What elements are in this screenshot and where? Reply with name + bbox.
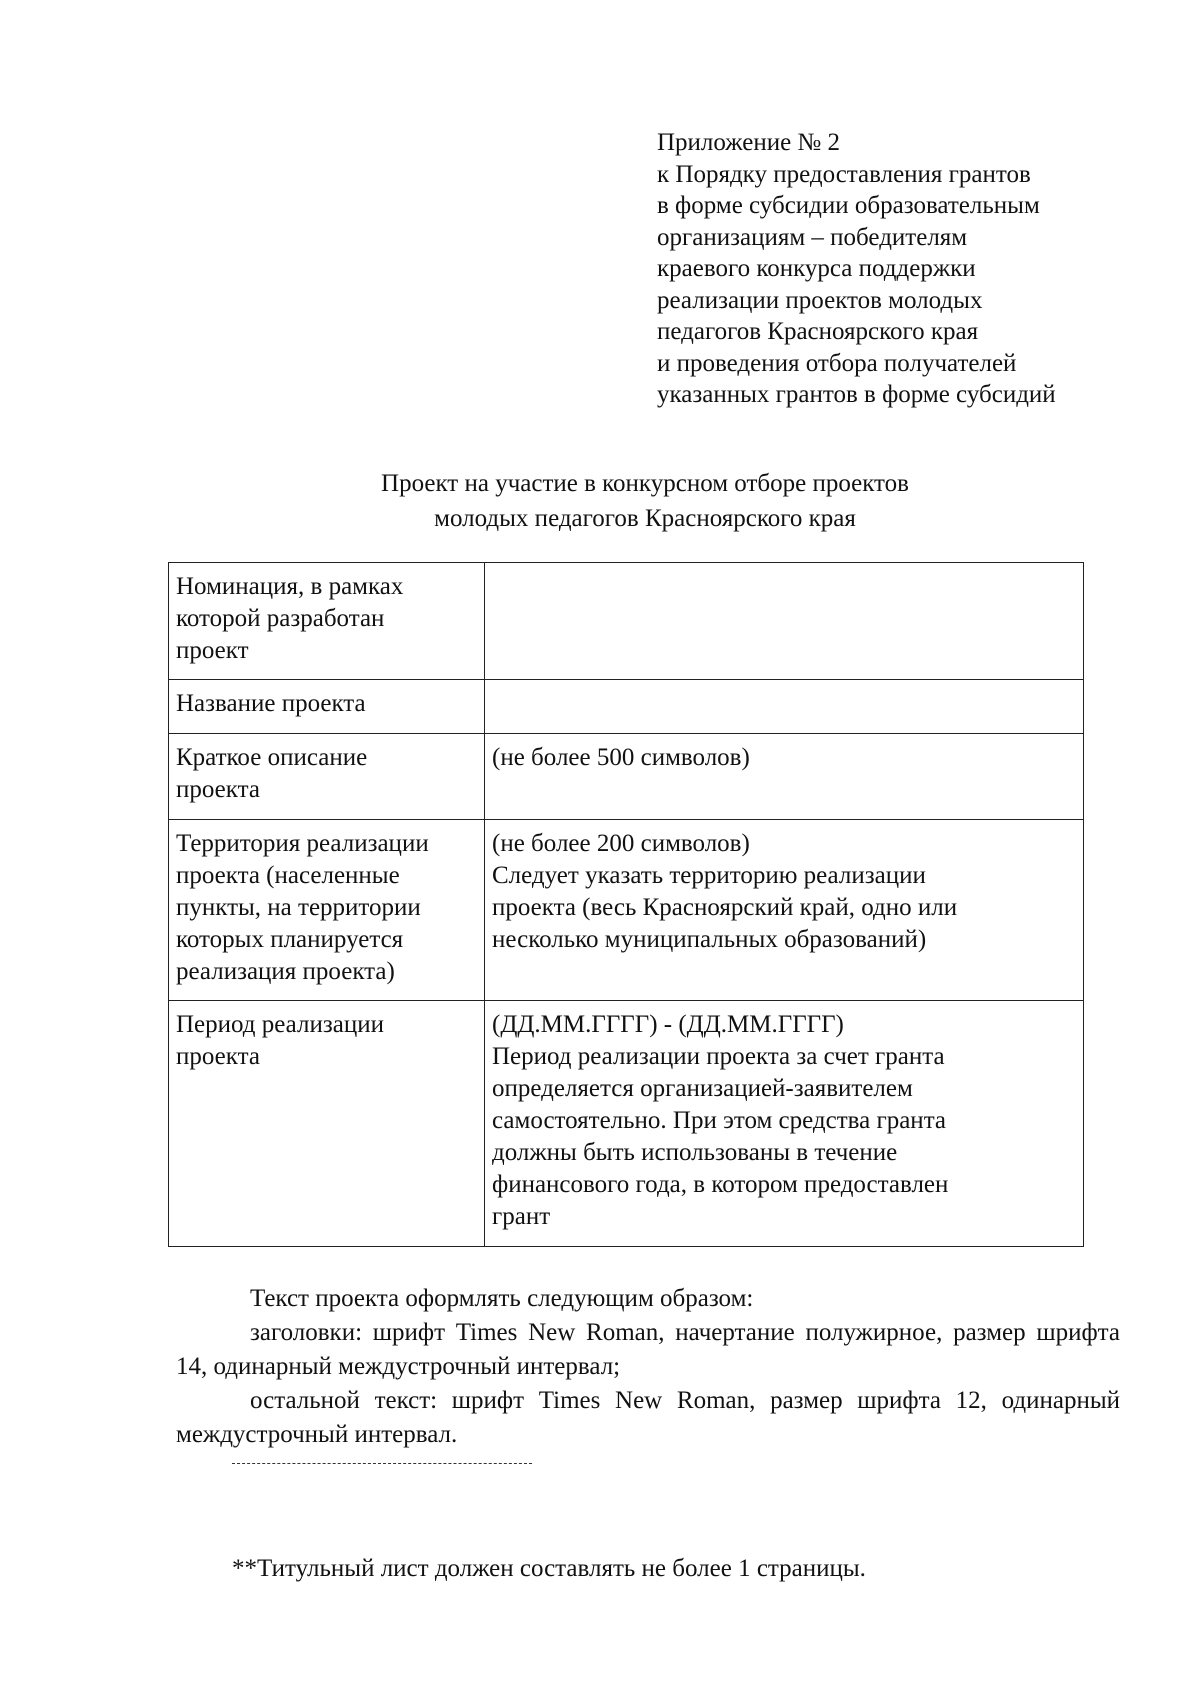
- label-line: Территория реализации: [176, 830, 429, 857]
- appendix-line: Приложение № 2: [657, 129, 841, 156]
- appendix-line: указанных грантов в форме субсидий: [657, 381, 1056, 408]
- formatting-notes: [176, 1282, 1120, 1452]
- value-line: должны быть использованы в течение: [492, 1139, 898, 1166]
- value-line: (ДД.ММ.ГГГГ) - (ДД.ММ.ГГГГ): [492, 1011, 844, 1038]
- label-line: Номинация, в рамках: [176, 573, 404, 600]
- value-line: определяется организацией-заявителем: [492, 1075, 913, 1102]
- label-line: проект: [176, 637, 249, 664]
- label-line: реализация проекта): [176, 958, 395, 985]
- row-label-period: [169, 1001, 485, 1247]
- document-title-line-2: молодых педагогов Красноярского края: [434, 505, 856, 532]
- row-value-project-name: [485, 680, 1084, 734]
- appendix-line: реализации проектов молодых: [657, 286, 983, 314]
- label-line: Период реализации: [176, 1011, 384, 1038]
- row-label-project-name: [169, 680, 485, 734]
- notes-headings: заголовки: шрифт Times New Roman, начертание полужирное, размер шрифта 14, одинарный междустрочный интервал;: [176, 1319, 1120, 1380]
- value-line: Следует указать территорию реализации: [492, 862, 926, 889]
- row-value-short-description: [485, 734, 1084, 820]
- label-line: Краткое описание: [176, 744, 368, 771]
- appendix-line: и проведения отбора получателей: [657, 349, 1017, 377]
- row-value-territory: [485, 820, 1084, 1001]
- value-line: Период реализации проекта за счет гранта: [492, 1043, 945, 1070]
- value-line: самостоятельно. При этом средства гранта: [492, 1107, 947, 1134]
- document-title-line-1: Проект на участие в конкурсном отборе проектов: [381, 470, 909, 497]
- label-line: Название проекта: [176, 690, 366, 717]
- value-line: (не более 500 символов): [492, 744, 750, 771]
- value-line: несколько муниципальных образований): [492, 926, 927, 953]
- appendix-line: педагогов Красноярского края: [657, 318, 979, 345]
- notes-body-text: остальной текст: шрифт Times New Roman, размер шрифта 12, одинарный междустрочный интервал.: [176, 1387, 1120, 1448]
- appendix-line: краевого конкурса поддержки: [657, 255, 976, 282]
- row-value-nomination: [485, 563, 1084, 680]
- value-line: (не более 200 символов): [492, 830, 750, 857]
- appendix-line: организациям – победителям: [657, 223, 968, 251]
- table-row: [169, 734, 1084, 820]
- project-form-table: [168, 562, 1084, 1247]
- row-label-short-description: [169, 734, 485, 820]
- table-row: [169, 1001, 1084, 1247]
- appendix-line: в форме субсидии образовательным: [657, 192, 1040, 219]
- table-row: [169, 563, 1084, 680]
- label-line: проекта: [176, 1043, 260, 1070]
- label-line: проекта (населенные: [176, 862, 400, 889]
- label-line: проекта: [176, 776, 260, 803]
- appendix-header: [657, 127, 1177, 411]
- footnote-separator: [232, 1463, 532, 1464]
- notes-intro: Текст проекта оформлять следующим образом:: [250, 1285, 754, 1312]
- table-row: [169, 680, 1084, 734]
- table-row: [169, 820, 1084, 1001]
- appendix-line: к Порядку предоставления грантов: [657, 160, 1031, 188]
- row-label-territory: [169, 820, 485, 1001]
- document-title: [250, 466, 1040, 536]
- label-line: которых планируется: [176, 926, 404, 953]
- value-line: грант: [492, 1203, 551, 1230]
- label-line: пункты, на территории: [176, 894, 421, 921]
- row-label-nomination: [169, 563, 485, 680]
- value-line: финансового года, в котором предоставлен: [492, 1171, 949, 1198]
- row-value-period: [485, 1001, 1084, 1247]
- footnote: **Титульный лист должен составлять не более 1 страницы.: [232, 1555, 866, 1582]
- label-line: которой разработан: [176, 605, 385, 632]
- value-line: проекта (весь Красноярский край, одно или: [492, 894, 958, 921]
